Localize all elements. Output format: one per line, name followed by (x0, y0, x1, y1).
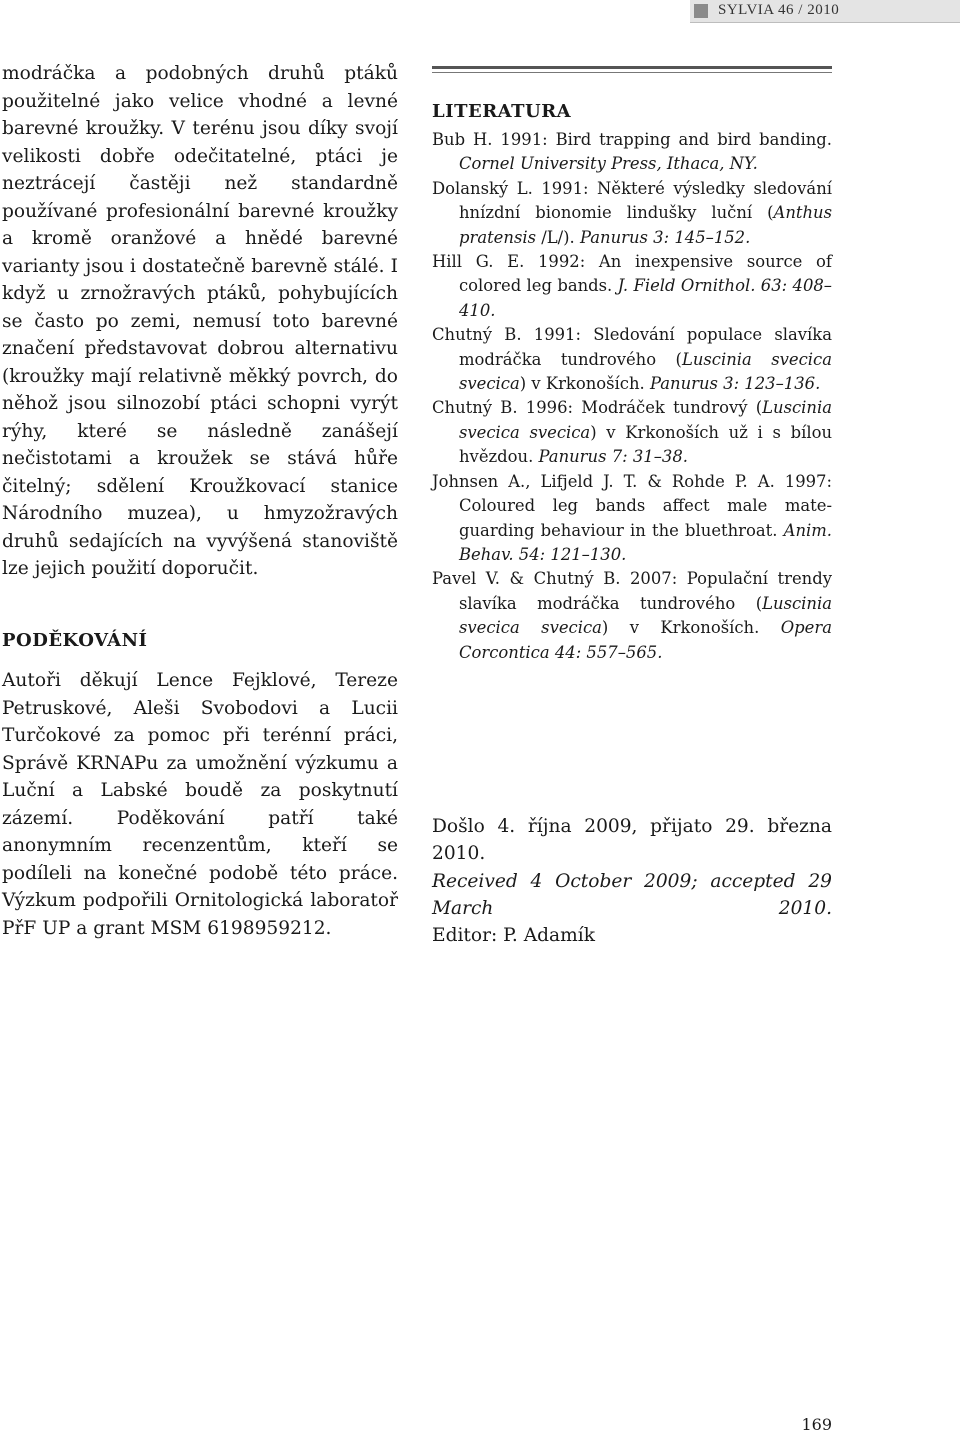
acknowledgements-text: Autoři děkují Lence Fejklové, Tereze Petruskové, Aleši Svobodovi a Lucii Turčokové za pomoc při terénní práci, Správě KRNAPu za umožnění výzkumu a Luční a Labské boudě za poskytnutí zázemí. Poděkování patří také anonymním recenzentům, kteří se podíleli na konečné podobě této práce. Výzkum podpořili Ornitologická laboratoř PřF UP a grant MSM 6198959212. (2, 670, 398, 939)
reference-item: Hill G. E. 1992: An inexpensive source of colored leg bands. J. Field Ornithol. 63: 408–410. (432, 252, 832, 320)
reference-item: Dolanský L. 1991: Některé výsledky sledování hnízdní bionomie lindušky luční (Anthus pratensis /L/). Panurus 3: 145–152. (432, 178, 832, 247)
received-english: Received 4 October 2009; accepted 29 March 2010. (432, 870, 832, 919)
reference-item: Bub H. 1991: Bird trapping and bird banding. Cornel University Press, Ithaca, NY. (432, 130, 832, 174)
reference-item: Chutný B. 1991: Sledování populace slavíka modráčka tundrového (Luscinia svecica svecica) v Krkonoších. Panurus 3: 123–136. (432, 325, 832, 394)
body-paragraph: modráčka a podobných druhů ptáků použitelné jako velice vhodné a levné barevné kroužky. V terénu jsou díky svojí velikosti dobře odečitatelné, ptáci je neztrácejí častěji než standardně používané profesionální barevné kroužky a kromě oranžové a hnědé barevné varianty jsou i dostatečně barevně stálé. I když u zrnožravých ptáků, pohybujících se často po zemi, nemusí toto barevné značení představovat dobrou alternativu (kroužky mají relativně měkký povrch, do něhož jsou silnozobí ptáci schopni vyrýt rýhy, které se následně zanášejí nečistotami a kroužek se stává hůře čitelný; sdělení Kroužkovací stanice Národního muzea), u hmyzožravých druhů sedajících na vyvýšená stanoviště lze jejich použití doporučit. (2, 63, 398, 579)
header-marker-square (694, 4, 708, 18)
running-header (690, 0, 960, 23)
left-column (2, 60, 398, 942)
received-dates (432, 813, 832, 949)
received-czech: Došlo 4. října 2009, přijato 29. března 2010. (432, 816, 832, 865)
page-number: 169 (801, 1415, 832, 1434)
right-column (432, 66, 832, 665)
acknowledgements-heading: PODĚKOVÁNÍ (2, 629, 148, 651)
section-divider-thin (432, 72, 832, 73)
reference-item: Pavel V. & Chutný B. 2007: Populační trendy slavíka modráčka tundrového (Luscinia svecica svecica) v Krkonoších. Opera Corcontica 44: 557–565. (432, 569, 832, 662)
reference-item: Chutný B. 1996: Modráček tundrový (Luscinia svecica svecica) v Krkonoších už i s bílou hvězdou. Panurus 7: 31–38. (432, 398, 833, 467)
reference-list (432, 128, 832, 665)
journal-issue-label: SYLVIA 46 / 2010 (718, 2, 840, 18)
reference-item: Johnsen A., Lifjeld J. T. & Rohde P. A. 1997: Coloured leg bands affect male mate-guarding behaviour in the bluethroat. Anim. Behav. 54: 121–130. (432, 471, 832, 564)
editor-line: Editor: P. Adamík (432, 925, 595, 947)
section-divider-thick (432, 66, 832, 69)
literature-heading: LITERATURA (432, 101, 572, 122)
